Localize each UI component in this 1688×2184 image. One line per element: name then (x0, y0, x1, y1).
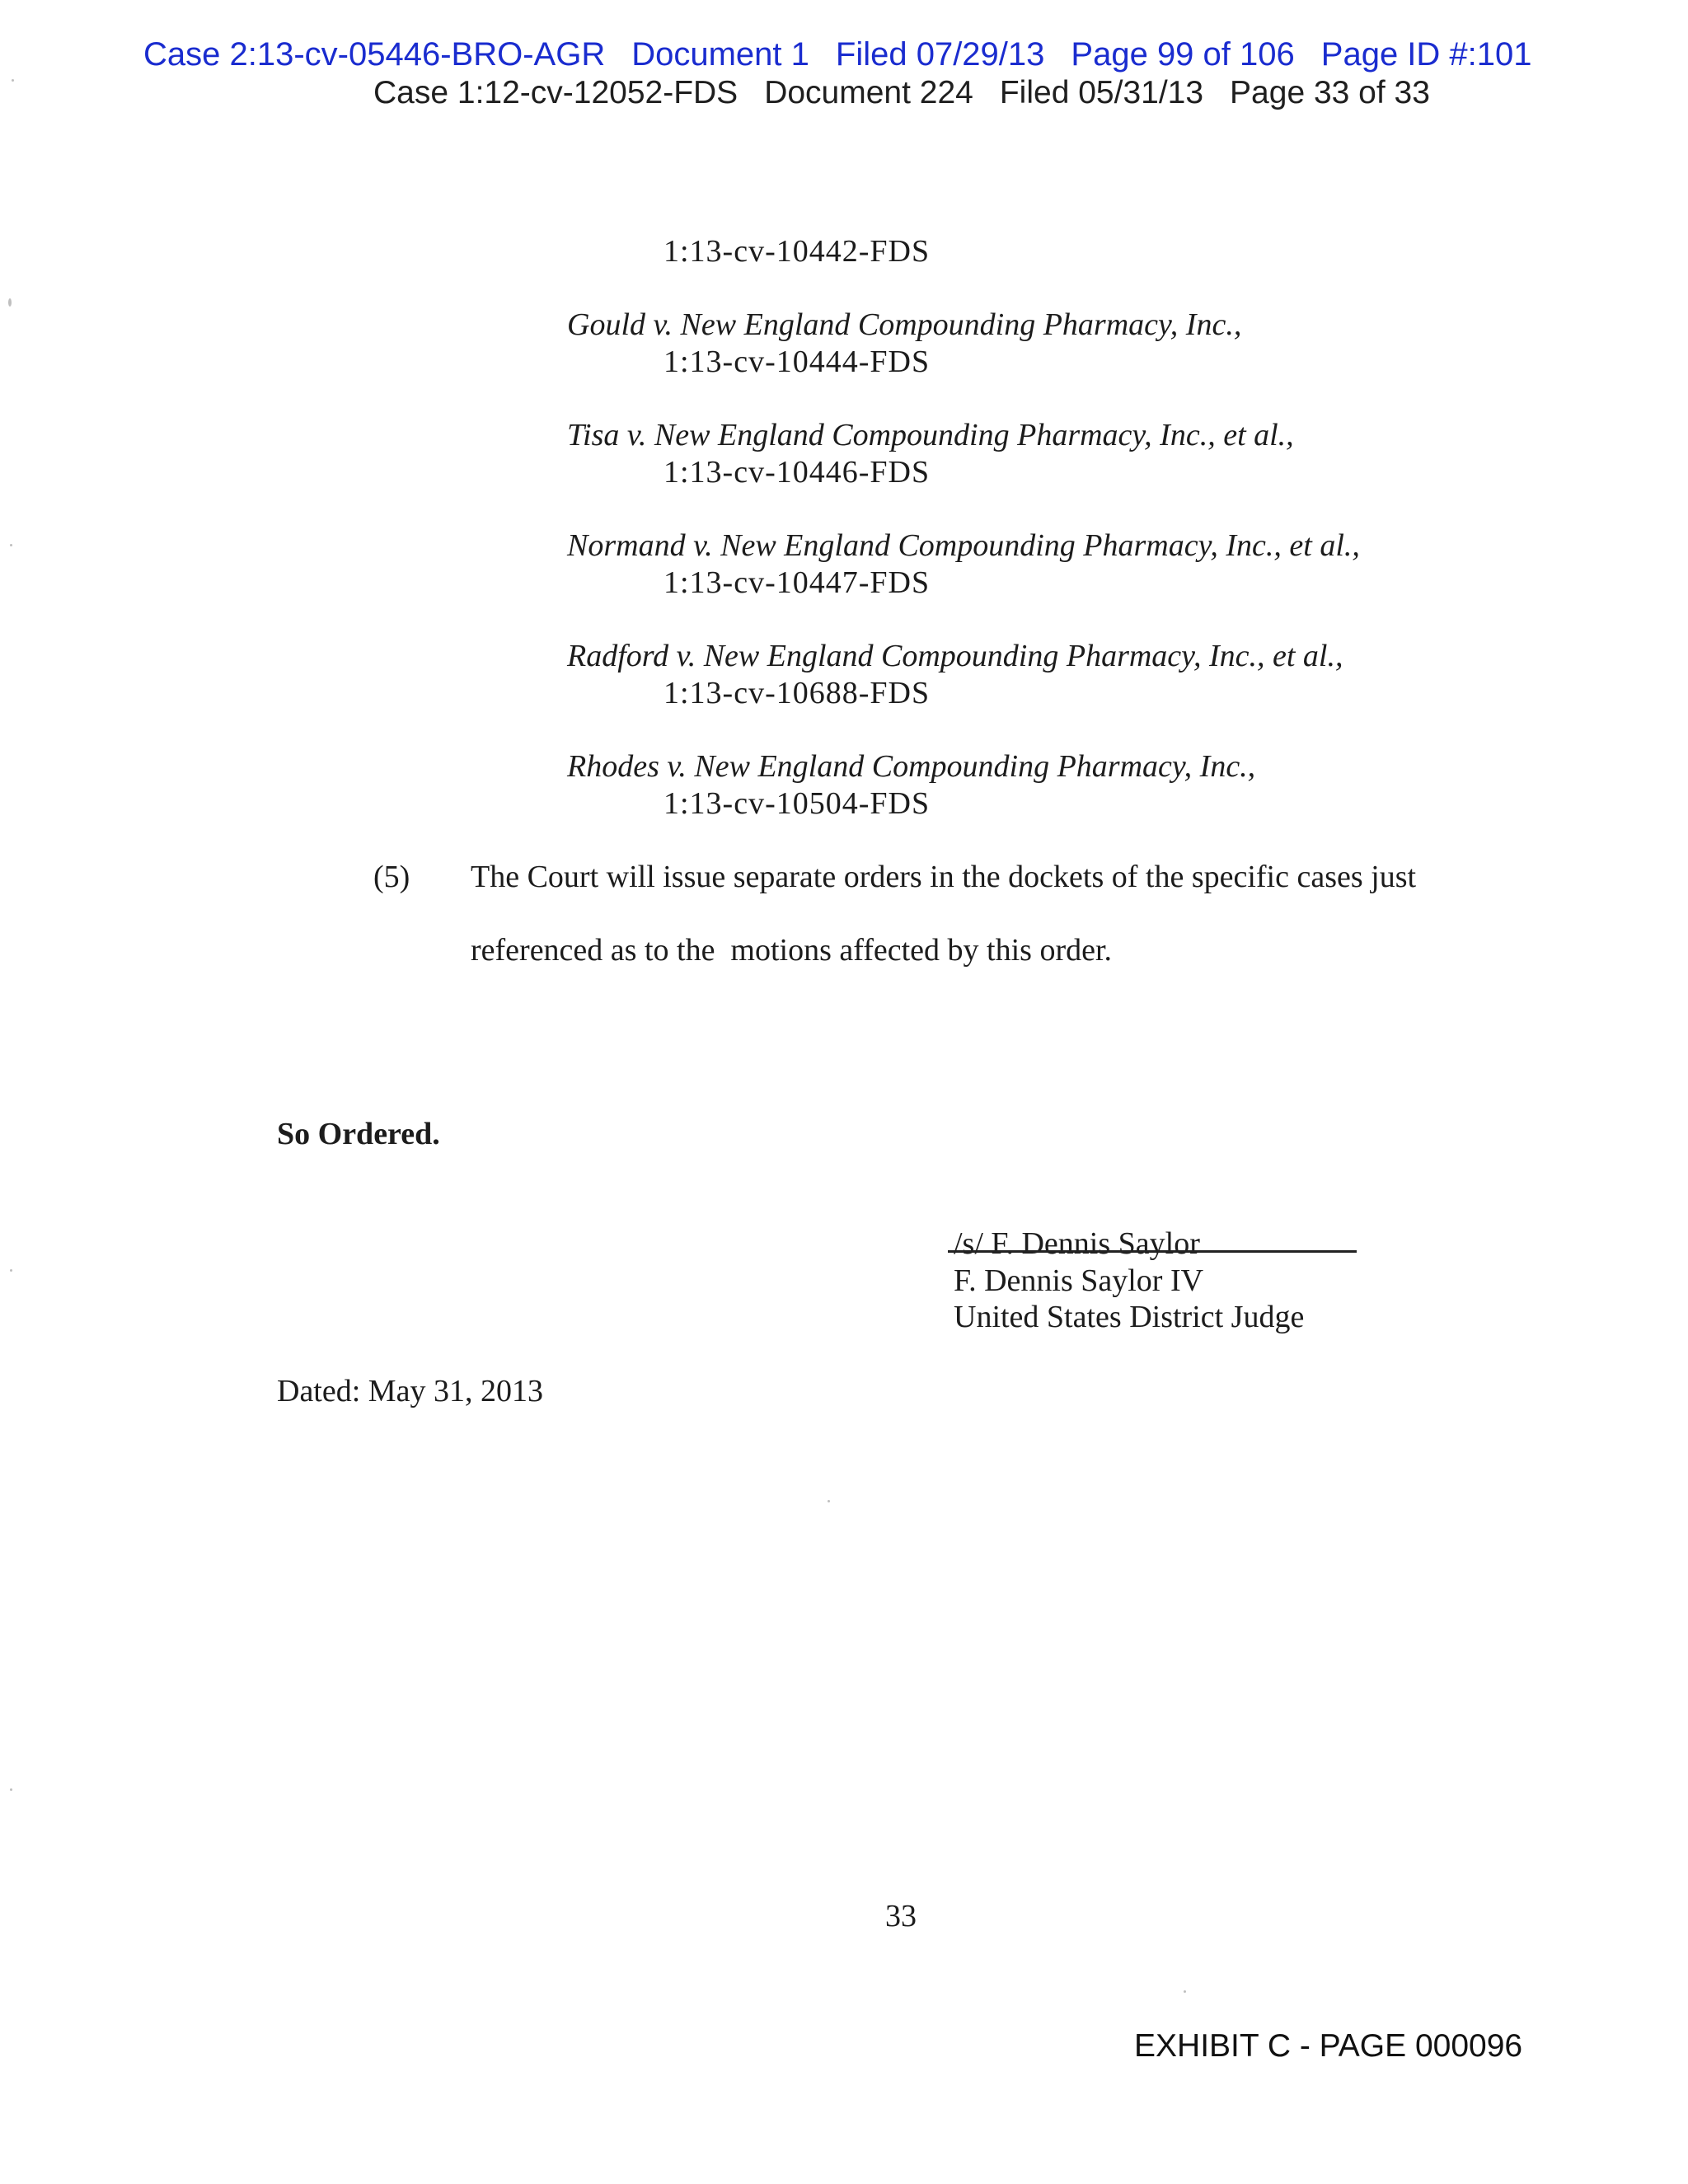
original-page: Page 33 of 33 (1230, 75, 1430, 110)
paragraph-line-2: referenced as to the motions affected by this order. (471, 933, 1113, 968)
stamp-document: Document 1 (631, 36, 809, 73)
case-name-rhodes: Rhodes v. New England Compounding Pharmacy, Inc., (567, 749, 1256, 784)
case-number-radford: 1:13-cv-10688-FDS (663, 676, 931, 710)
case-number-tisa: 1:13-cv-10446-FDS (663, 455, 931, 490)
original-document: Document 224 (764, 75, 973, 110)
case-number-rhodes: 1:13-cv-10504-FDS (663, 786, 931, 821)
exhibit-label: EXHIBIT C - PAGE 000096 (1134, 2028, 1523, 2064)
scan-speck (12, 79, 14, 82)
signature: /s/ F. Dennis Saylor (954, 1226, 1200, 1261)
case-number-first: 1:13-cv-10442-FDS (663, 234, 931, 269)
original-filing-header (373, 75, 1430, 111)
case-name-radford: Radford v. New England Compounding Pharmacy, Inc., et al., (567, 639, 1343, 673)
scan-speck (1184, 1990, 1186, 1993)
scan-speck (10, 1788, 12, 1791)
original-case-number: Case 1:12-cv-12052-FDS (373, 75, 738, 110)
scan-speck (8, 298, 12, 307)
scan-speck (10, 544, 12, 546)
filing-stamp-header (143, 36, 1532, 73)
original-filed-date: Filed 05/31/13 (999, 75, 1204, 110)
judge-name: F. Dennis Saylor IV (954, 1263, 1204, 1298)
paragraph-number: (5) (373, 860, 410, 894)
scan-speck (828, 1500, 830, 1502)
judge-title: United States District Judge (954, 1300, 1305, 1334)
page-number: 33 (885, 1899, 917, 1933)
scan-speck (10, 1269, 12, 1272)
dated-line: Dated: May 31, 2013 (277, 1374, 543, 1408)
so-ordered: So Ordered. (277, 1117, 440, 1151)
stamp-filed-date: Filed 07/29/13 (835, 36, 1045, 73)
stamp-page-id: Page ID #:101 (1320, 36, 1532, 73)
paragraph-line-1: The Court will issue separate orders in the dockets of the specific cases just (471, 860, 1417, 894)
case-number-gould: 1:13-cv-10444-FDS (663, 344, 931, 379)
stamp-page: Page 99 of 106 (1071, 36, 1295, 73)
stamp-case-number: Case 2:13-cv-05446-BRO-AGR (143, 36, 606, 73)
case-number-normand: 1:13-cv-10447-FDS (663, 565, 931, 600)
case-name-normand: Normand v. New England Compounding Pharmacy, Inc., et al., (567, 528, 1360, 563)
signature-line (948, 1250, 1357, 1253)
case-name-tisa: Tisa v. New England Compounding Pharmacy, Inc., et al., (567, 418, 1294, 452)
case-name-gould: Gould v. New England Compounding Pharmacy, Inc., (567, 307, 1242, 342)
